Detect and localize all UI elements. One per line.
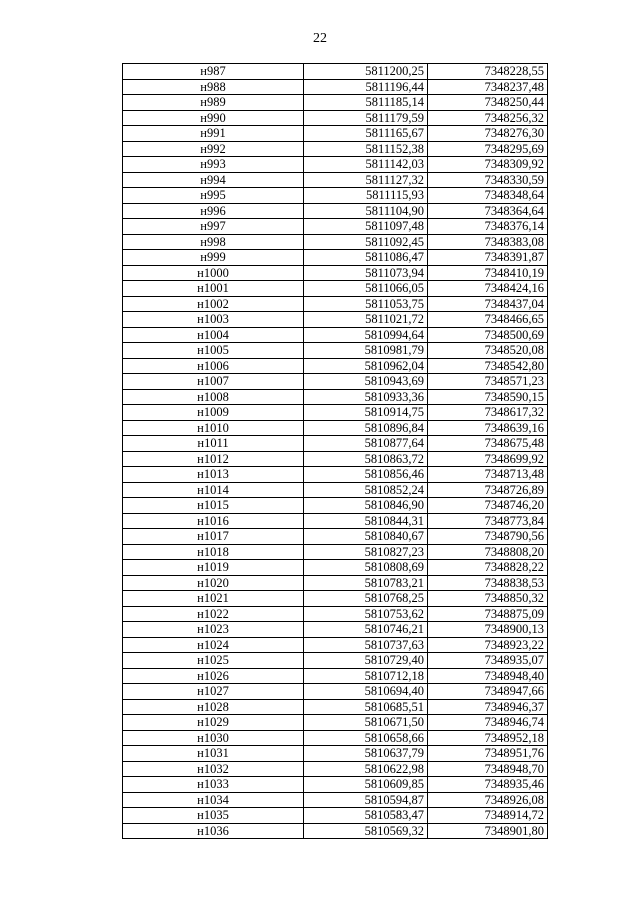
y-coordinate-cell: 7348437,04 <box>428 296 548 312</box>
table-row <box>123 234 548 250</box>
point-name-cell: н990 <box>123 110 304 126</box>
x-coordinate-cell: 5810658,66 <box>304 730 428 746</box>
point-name-cell: н1022 <box>123 606 304 622</box>
y-coordinate-cell: 7348348,64 <box>428 188 548 204</box>
point-name-cell: н987 <box>123 64 304 80</box>
table-row <box>123 761 548 777</box>
y-coordinate-cell: 7348946,74 <box>428 715 548 731</box>
point-name-cell: н996 <box>123 203 304 219</box>
x-coordinate-cell: 5810729,40 <box>304 653 428 669</box>
y-coordinate-cell: 7348237,48 <box>428 79 548 95</box>
point-name-cell: н994 <box>123 172 304 188</box>
y-coordinate-cell: 7348808,20 <box>428 544 548 560</box>
table-row <box>123 281 548 297</box>
table-row <box>123 327 548 343</box>
x-coordinate-cell: 5810962,04 <box>304 358 428 374</box>
x-coordinate-cell: 5810943,69 <box>304 374 428 390</box>
x-coordinate-cell: 5810863,72 <box>304 451 428 467</box>
y-coordinate-cell: 7348410,19 <box>428 265 548 281</box>
x-coordinate-cell: 5810685,51 <box>304 699 428 715</box>
table-row <box>123 591 548 607</box>
point-name-cell: н1006 <box>123 358 304 374</box>
coordinates-table-body <box>123 64 548 839</box>
table-row <box>123 684 548 700</box>
point-name-cell: н1009 <box>123 405 304 421</box>
x-coordinate-cell: 5811179,59 <box>304 110 428 126</box>
table-row <box>123 405 548 421</box>
y-coordinate-cell: 7348948,70 <box>428 761 548 777</box>
y-coordinate-cell: 7348295,69 <box>428 141 548 157</box>
point-name-cell: н1012 <box>123 451 304 467</box>
y-coordinate-cell: 7348256,32 <box>428 110 548 126</box>
point-name-cell: н1025 <box>123 653 304 669</box>
x-coordinate-cell: 5810583,47 <box>304 808 428 824</box>
y-coordinate-cell: 7348383,08 <box>428 234 548 250</box>
y-coordinate-cell: 7348520,08 <box>428 343 548 359</box>
table-row <box>123 188 548 204</box>
x-coordinate-cell: 5811097,48 <box>304 219 428 235</box>
y-coordinate-cell: 7348790,56 <box>428 529 548 545</box>
x-coordinate-cell: 5810981,79 <box>304 343 428 359</box>
x-coordinate-cell: 5811115,93 <box>304 188 428 204</box>
table-row <box>123 777 548 793</box>
x-coordinate-cell: 5810856,46 <box>304 467 428 483</box>
point-name-cell: н1027 <box>123 684 304 700</box>
table-row <box>123 79 548 95</box>
point-name-cell: н1002 <box>123 296 304 312</box>
table-row <box>123 808 548 824</box>
point-name-cell: н1034 <box>123 792 304 808</box>
x-coordinate-cell: 5811053,75 <box>304 296 428 312</box>
point-name-cell: н1031 <box>123 746 304 762</box>
table-row <box>123 715 548 731</box>
y-coordinate-cell: 7348542,80 <box>428 358 548 374</box>
table-row <box>123 126 548 142</box>
x-coordinate-cell: 5810914,75 <box>304 405 428 421</box>
point-name-cell: н1001 <box>123 281 304 297</box>
point-name-cell: н1026 <box>123 668 304 684</box>
x-coordinate-cell: 5810896,84 <box>304 420 428 436</box>
table-row <box>123 622 548 638</box>
table-row <box>123 498 548 514</box>
x-coordinate-cell: 5810877,64 <box>304 436 428 452</box>
table-row <box>123 64 548 80</box>
table-row <box>123 358 548 374</box>
y-coordinate-cell: 7348617,32 <box>428 405 548 421</box>
table-row <box>123 699 548 715</box>
x-coordinate-cell: 5811152,38 <box>304 141 428 157</box>
table-row <box>123 203 548 219</box>
point-name-cell: н993 <box>123 157 304 173</box>
table-row <box>123 482 548 498</box>
x-coordinate-cell: 5810609,85 <box>304 777 428 793</box>
y-coordinate-cell: 7348952,18 <box>428 730 548 746</box>
point-name-cell: н997 <box>123 219 304 235</box>
y-coordinate-cell: 7348947,66 <box>428 684 548 700</box>
y-coordinate-cell: 7348828,22 <box>428 560 548 576</box>
x-coordinate-cell: 5811185,14 <box>304 95 428 111</box>
table-row <box>123 374 548 390</box>
table-row <box>123 529 548 545</box>
point-name-cell: н1024 <box>123 637 304 653</box>
x-coordinate-cell: 5810737,63 <box>304 637 428 653</box>
point-name-cell: н1017 <box>123 529 304 545</box>
table-row <box>123 265 548 281</box>
y-coordinate-cell: 7348276,30 <box>428 126 548 142</box>
y-coordinate-cell: 7348948,40 <box>428 668 548 684</box>
point-name-cell: н1000 <box>123 265 304 281</box>
point-name-cell: н1035 <box>123 808 304 824</box>
y-coordinate-cell: 7348946,37 <box>428 699 548 715</box>
table-row <box>123 296 548 312</box>
point-name-cell: н992 <box>123 141 304 157</box>
page-number: 22 <box>313 31 327 46</box>
table-row <box>123 575 548 591</box>
y-coordinate-cell: 7348376,14 <box>428 219 548 235</box>
point-name-cell: н1004 <box>123 327 304 343</box>
table-row <box>123 606 548 622</box>
y-coordinate-cell: 7348364,64 <box>428 203 548 219</box>
x-coordinate-cell: 5810933,36 <box>304 389 428 405</box>
point-name-cell: н1016 <box>123 513 304 529</box>
table-row <box>123 544 548 560</box>
point-name-cell: н1020 <box>123 575 304 591</box>
table-row <box>123 343 548 359</box>
table-row <box>123 172 548 188</box>
y-coordinate-cell: 7348951,76 <box>428 746 548 762</box>
x-coordinate-cell: 5810840,67 <box>304 529 428 545</box>
y-coordinate-cell: 7348923,22 <box>428 637 548 653</box>
table-row <box>123 389 548 405</box>
point-name-cell: н989 <box>123 95 304 111</box>
y-coordinate-cell: 7348914,72 <box>428 808 548 824</box>
table-row <box>123 746 548 762</box>
y-coordinate-cell: 7348726,89 <box>428 482 548 498</box>
x-coordinate-cell: 5810783,21 <box>304 575 428 591</box>
y-coordinate-cell: 7348330,59 <box>428 172 548 188</box>
x-coordinate-cell: 5811092,45 <box>304 234 428 250</box>
table-row <box>123 637 548 653</box>
point-name-cell: н1032 <box>123 761 304 777</box>
x-coordinate-cell: 5810753,62 <box>304 606 428 622</box>
point-name-cell: н1008 <box>123 389 304 405</box>
y-coordinate-cell: 7348424,16 <box>428 281 548 297</box>
point-name-cell: н1013 <box>123 467 304 483</box>
table-row <box>123 730 548 746</box>
table-row <box>123 451 548 467</box>
table-row <box>123 792 548 808</box>
y-coordinate-cell: 7348926,08 <box>428 792 548 808</box>
x-coordinate-cell: 5810569,32 <box>304 823 428 839</box>
y-coordinate-cell: 7348699,92 <box>428 451 548 467</box>
point-name-cell: н991 <box>123 126 304 142</box>
table-row <box>123 436 548 452</box>
y-coordinate-cell: 7348935,07 <box>428 653 548 669</box>
x-coordinate-cell: 5810622,98 <box>304 761 428 777</box>
y-coordinate-cell: 7348639,16 <box>428 420 548 436</box>
table-row <box>123 95 548 111</box>
point-name-cell: н1029 <box>123 715 304 731</box>
table-row <box>123 653 548 669</box>
y-coordinate-cell: 7348901,80 <box>428 823 548 839</box>
x-coordinate-cell: 5811196,44 <box>304 79 428 95</box>
table-row <box>123 668 548 684</box>
table-row <box>123 560 548 576</box>
table-row <box>123 420 548 436</box>
x-coordinate-cell: 5810994,64 <box>304 327 428 343</box>
x-coordinate-cell: 5810671,50 <box>304 715 428 731</box>
y-coordinate-cell: 7348746,20 <box>428 498 548 514</box>
table-row <box>123 157 548 173</box>
point-name-cell: н1028 <box>123 699 304 715</box>
point-name-cell: н999 <box>123 250 304 266</box>
point-name-cell: н1019 <box>123 560 304 576</box>
table-row <box>123 513 548 529</box>
y-coordinate-cell: 7348838,53 <box>428 575 548 591</box>
point-name-cell: н1021 <box>123 591 304 607</box>
table-row <box>123 250 548 266</box>
x-coordinate-cell: 5811066,05 <box>304 281 428 297</box>
point-name-cell: н1015 <box>123 498 304 514</box>
point-name-cell: н1014 <box>123 482 304 498</box>
x-coordinate-cell: 5811165,67 <box>304 126 428 142</box>
x-coordinate-cell: 5811142,03 <box>304 157 428 173</box>
point-name-cell: н988 <box>123 79 304 95</box>
y-coordinate-cell: 7348773,84 <box>428 513 548 529</box>
point-name-cell: н1033 <box>123 777 304 793</box>
point-name-cell: н1023 <box>123 622 304 638</box>
y-coordinate-cell: 7348713,48 <box>428 467 548 483</box>
x-coordinate-cell: 5810852,24 <box>304 482 428 498</box>
point-name-cell: н1011 <box>123 436 304 452</box>
x-coordinate-cell: 5811127,32 <box>304 172 428 188</box>
point-name-cell: н1018 <box>123 544 304 560</box>
table-row <box>123 312 548 328</box>
y-coordinate-cell: 7348875,09 <box>428 606 548 622</box>
point-name-cell: н1010 <box>123 420 304 436</box>
x-coordinate-cell: 5811200,25 <box>304 64 428 80</box>
x-coordinate-cell: 5810844,31 <box>304 513 428 529</box>
point-name-cell: н1007 <box>123 374 304 390</box>
x-coordinate-cell: 5810808,69 <box>304 560 428 576</box>
table-row <box>123 110 548 126</box>
x-coordinate-cell: 5811104,90 <box>304 203 428 219</box>
x-coordinate-cell: 5810712,18 <box>304 668 428 684</box>
table-row <box>123 141 548 157</box>
coordinates-table <box>122 63 548 839</box>
x-coordinate-cell: 5810827,23 <box>304 544 428 560</box>
x-coordinate-cell: 5810637,79 <box>304 746 428 762</box>
x-coordinate-cell: 5810846,90 <box>304 498 428 514</box>
point-name-cell: н995 <box>123 188 304 204</box>
table-row <box>123 823 548 839</box>
y-coordinate-cell: 7348391,87 <box>428 250 548 266</box>
x-coordinate-cell: 5810768,25 <box>304 591 428 607</box>
point-name-cell: н1036 <box>123 823 304 839</box>
point-name-cell: н998 <box>123 234 304 250</box>
y-coordinate-cell: 7348675,48 <box>428 436 548 452</box>
y-coordinate-cell: 7348466,65 <box>428 312 548 328</box>
point-name-cell: н1030 <box>123 730 304 746</box>
y-coordinate-cell: 7348250,44 <box>428 95 548 111</box>
y-coordinate-cell: 7348850,32 <box>428 591 548 607</box>
x-coordinate-cell: 5811021,72 <box>304 312 428 328</box>
y-coordinate-cell: 7348500,69 <box>428 327 548 343</box>
x-coordinate-cell: 5810694,40 <box>304 684 428 700</box>
y-coordinate-cell: 7348900,13 <box>428 622 548 638</box>
x-coordinate-cell: 5810746,21 <box>304 622 428 638</box>
point-name-cell: н1003 <box>123 312 304 328</box>
y-coordinate-cell: 7348935,46 <box>428 777 548 793</box>
x-coordinate-cell: 5811073,94 <box>304 265 428 281</box>
y-coordinate-cell: 7348228,55 <box>428 64 548 80</box>
y-coordinate-cell: 7348309,92 <box>428 157 548 173</box>
table-row <box>123 467 548 483</box>
table-row <box>123 219 548 235</box>
point-name-cell: н1005 <box>123 343 304 359</box>
y-coordinate-cell: 7348571,23 <box>428 374 548 390</box>
x-coordinate-cell: 5810594,87 <box>304 792 428 808</box>
y-coordinate-cell: 7348590,15 <box>428 389 548 405</box>
x-coordinate-cell: 5811086,47 <box>304 250 428 266</box>
